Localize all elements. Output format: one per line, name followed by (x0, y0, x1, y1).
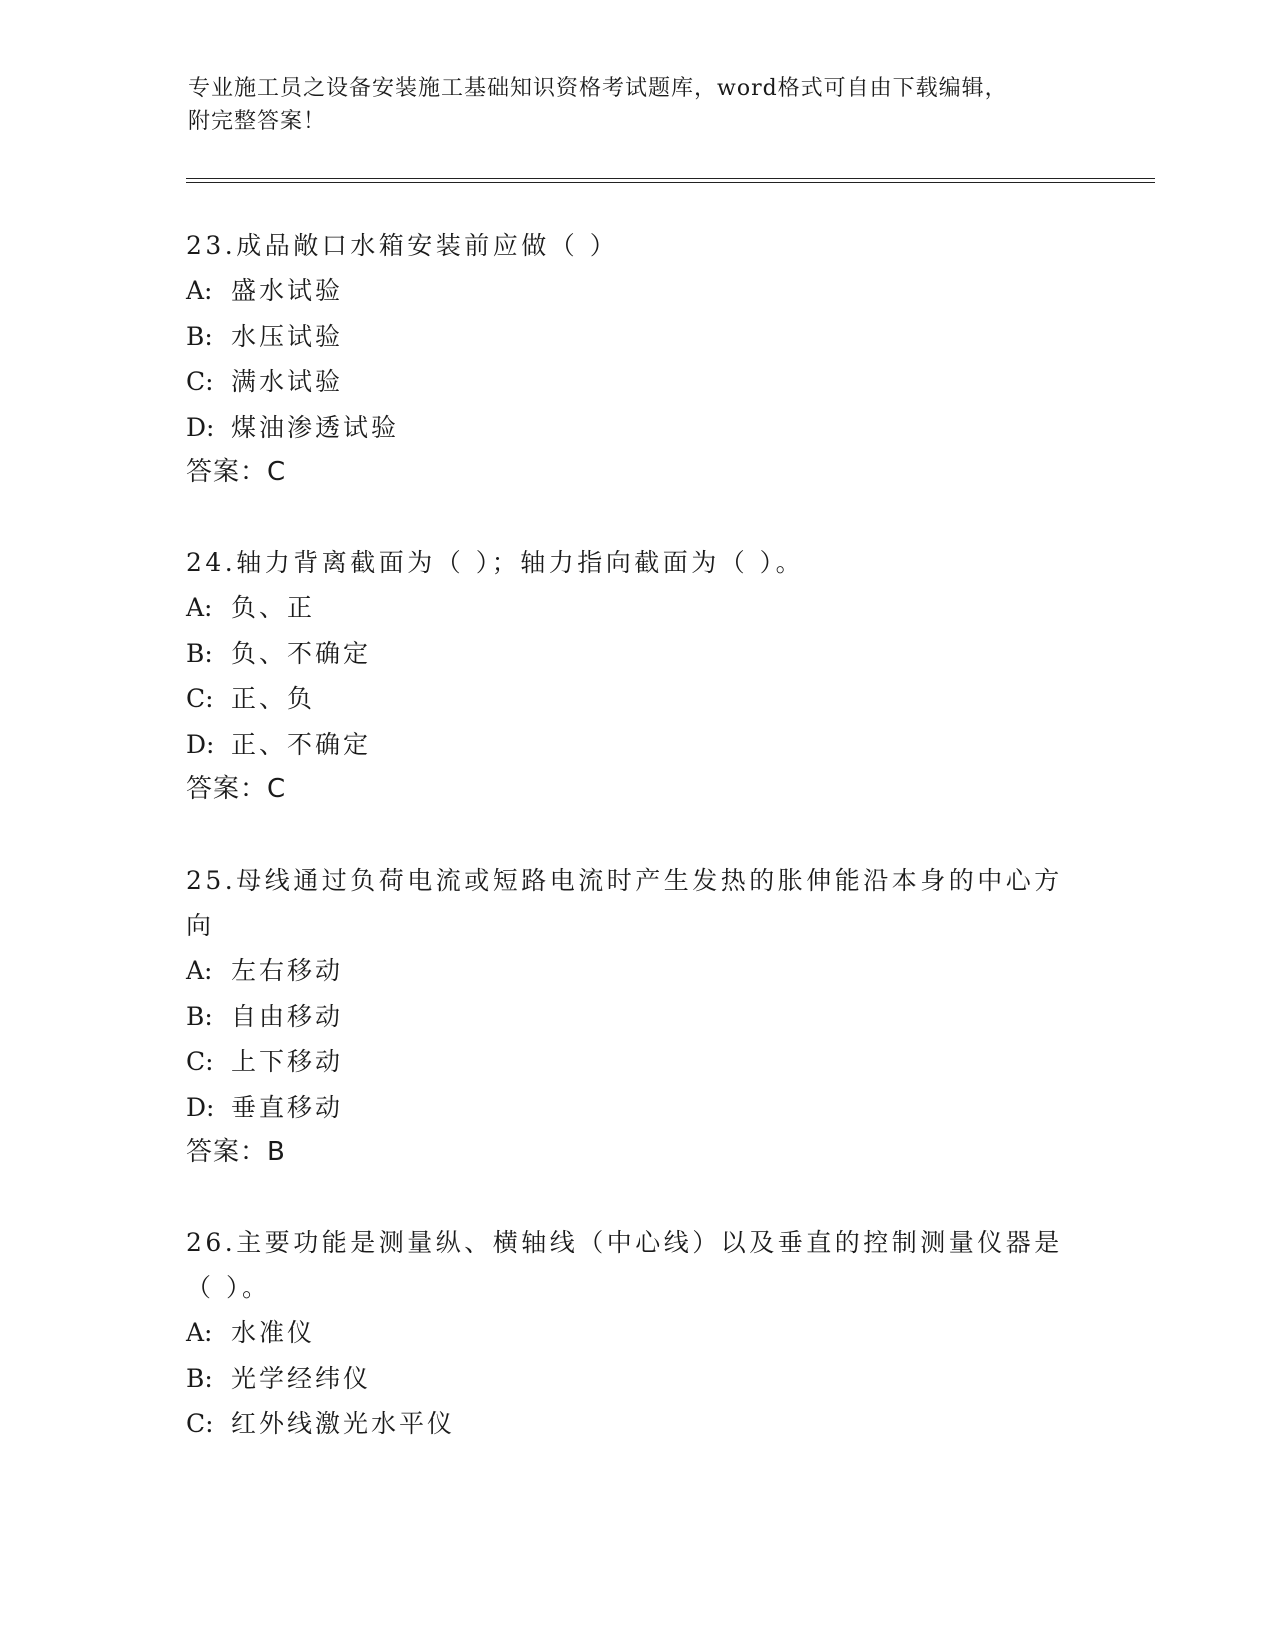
option-text: 左右移动 (231, 956, 344, 985)
option-key: A: (186, 956, 213, 985)
option-a (186, 585, 1086, 631)
option-b (186, 994, 1086, 1040)
option-b (186, 314, 1086, 360)
option-text: 上下移动 (231, 1047, 344, 1076)
question-stem: 26.主要功能是测量纵、横轴线（中心线）以及垂直的控制测量仪器是 （ ）。 (186, 1228, 1063, 1302)
option-key: D: (186, 729, 215, 759)
option-text: 盛水试验 (231, 276, 344, 305)
question-25 (186, 858, 1086, 1175)
option-text: 红外线激光水平仪 (231, 1409, 456, 1438)
option-text: 正、负 (231, 684, 316, 713)
option-b (186, 1356, 1086, 1402)
option-c (186, 1401, 1086, 1447)
option-text: 正、不确定 (231, 729, 372, 759)
option-text: 自由移动 (231, 1001, 344, 1031)
header-title-line-1: 专业施工员之设备安装施工基础知识资格考试题库，word格式可自由下载编辑， (188, 76, 1008, 101)
option-text: 光学经纬仪 (231, 1363, 372, 1393)
option-d (186, 722, 1086, 768)
option-key: B: (186, 321, 213, 351)
question-23 (186, 223, 1086, 495)
option-d (186, 405, 1086, 451)
question-stem: 24.轴力背离截面为（ ）；轴力指向截面为（ ）。 (186, 548, 805, 577)
header-divider (186, 178, 1155, 183)
option-key: B: (186, 638, 213, 668)
option-d (186, 1085, 1086, 1131)
question-24 (186, 540, 1086, 812)
option-key: B: (186, 1001, 213, 1031)
question-stem: 25.母线通过负荷电流或短路电流时产生发热的胀伸能沿本身的中心方 向 (186, 866, 1063, 940)
option-key: C: (186, 1409, 214, 1438)
question-stem: 23.成品敞口水箱安装前应做（ ） (186, 231, 619, 260)
option-text: 负、正 (231, 593, 316, 622)
option-text: 负、不确定 (231, 638, 372, 668)
option-key: A: (186, 1318, 213, 1347)
answer-line: 答案：B (186, 1137, 286, 1167)
option-key: C: (186, 367, 214, 396)
document-header (188, 72, 1088, 138)
option-text: 满水试验 (231, 367, 344, 396)
option-key: C: (186, 684, 214, 713)
header-title-line-2: 附完整答案！ (188, 109, 327, 134)
option-text: 水压试验 (231, 321, 344, 351)
option-c (186, 676, 1086, 722)
option-key: B: (186, 1363, 213, 1393)
option-key: D: (186, 1092, 215, 1122)
option-key: A: (186, 593, 213, 622)
option-key: C: (186, 1047, 214, 1076)
answer-line: 答案：C (186, 457, 287, 487)
option-a (186, 948, 1086, 994)
option-b (186, 631, 1086, 677)
option-a (186, 1310, 1086, 1356)
option-text: 煤油渗透试验 (231, 412, 400, 442)
option-a (186, 268, 1086, 314)
option-c (186, 1039, 1086, 1085)
question-26 (186, 1220, 1086, 1447)
option-text: 水准仪 (231, 1318, 316, 1347)
option-text: 垂直移动 (231, 1092, 344, 1122)
answer-line: 答案：C (186, 774, 287, 804)
option-key: A: (186, 276, 213, 305)
option-c (186, 359, 1086, 405)
option-key: D: (186, 412, 215, 442)
